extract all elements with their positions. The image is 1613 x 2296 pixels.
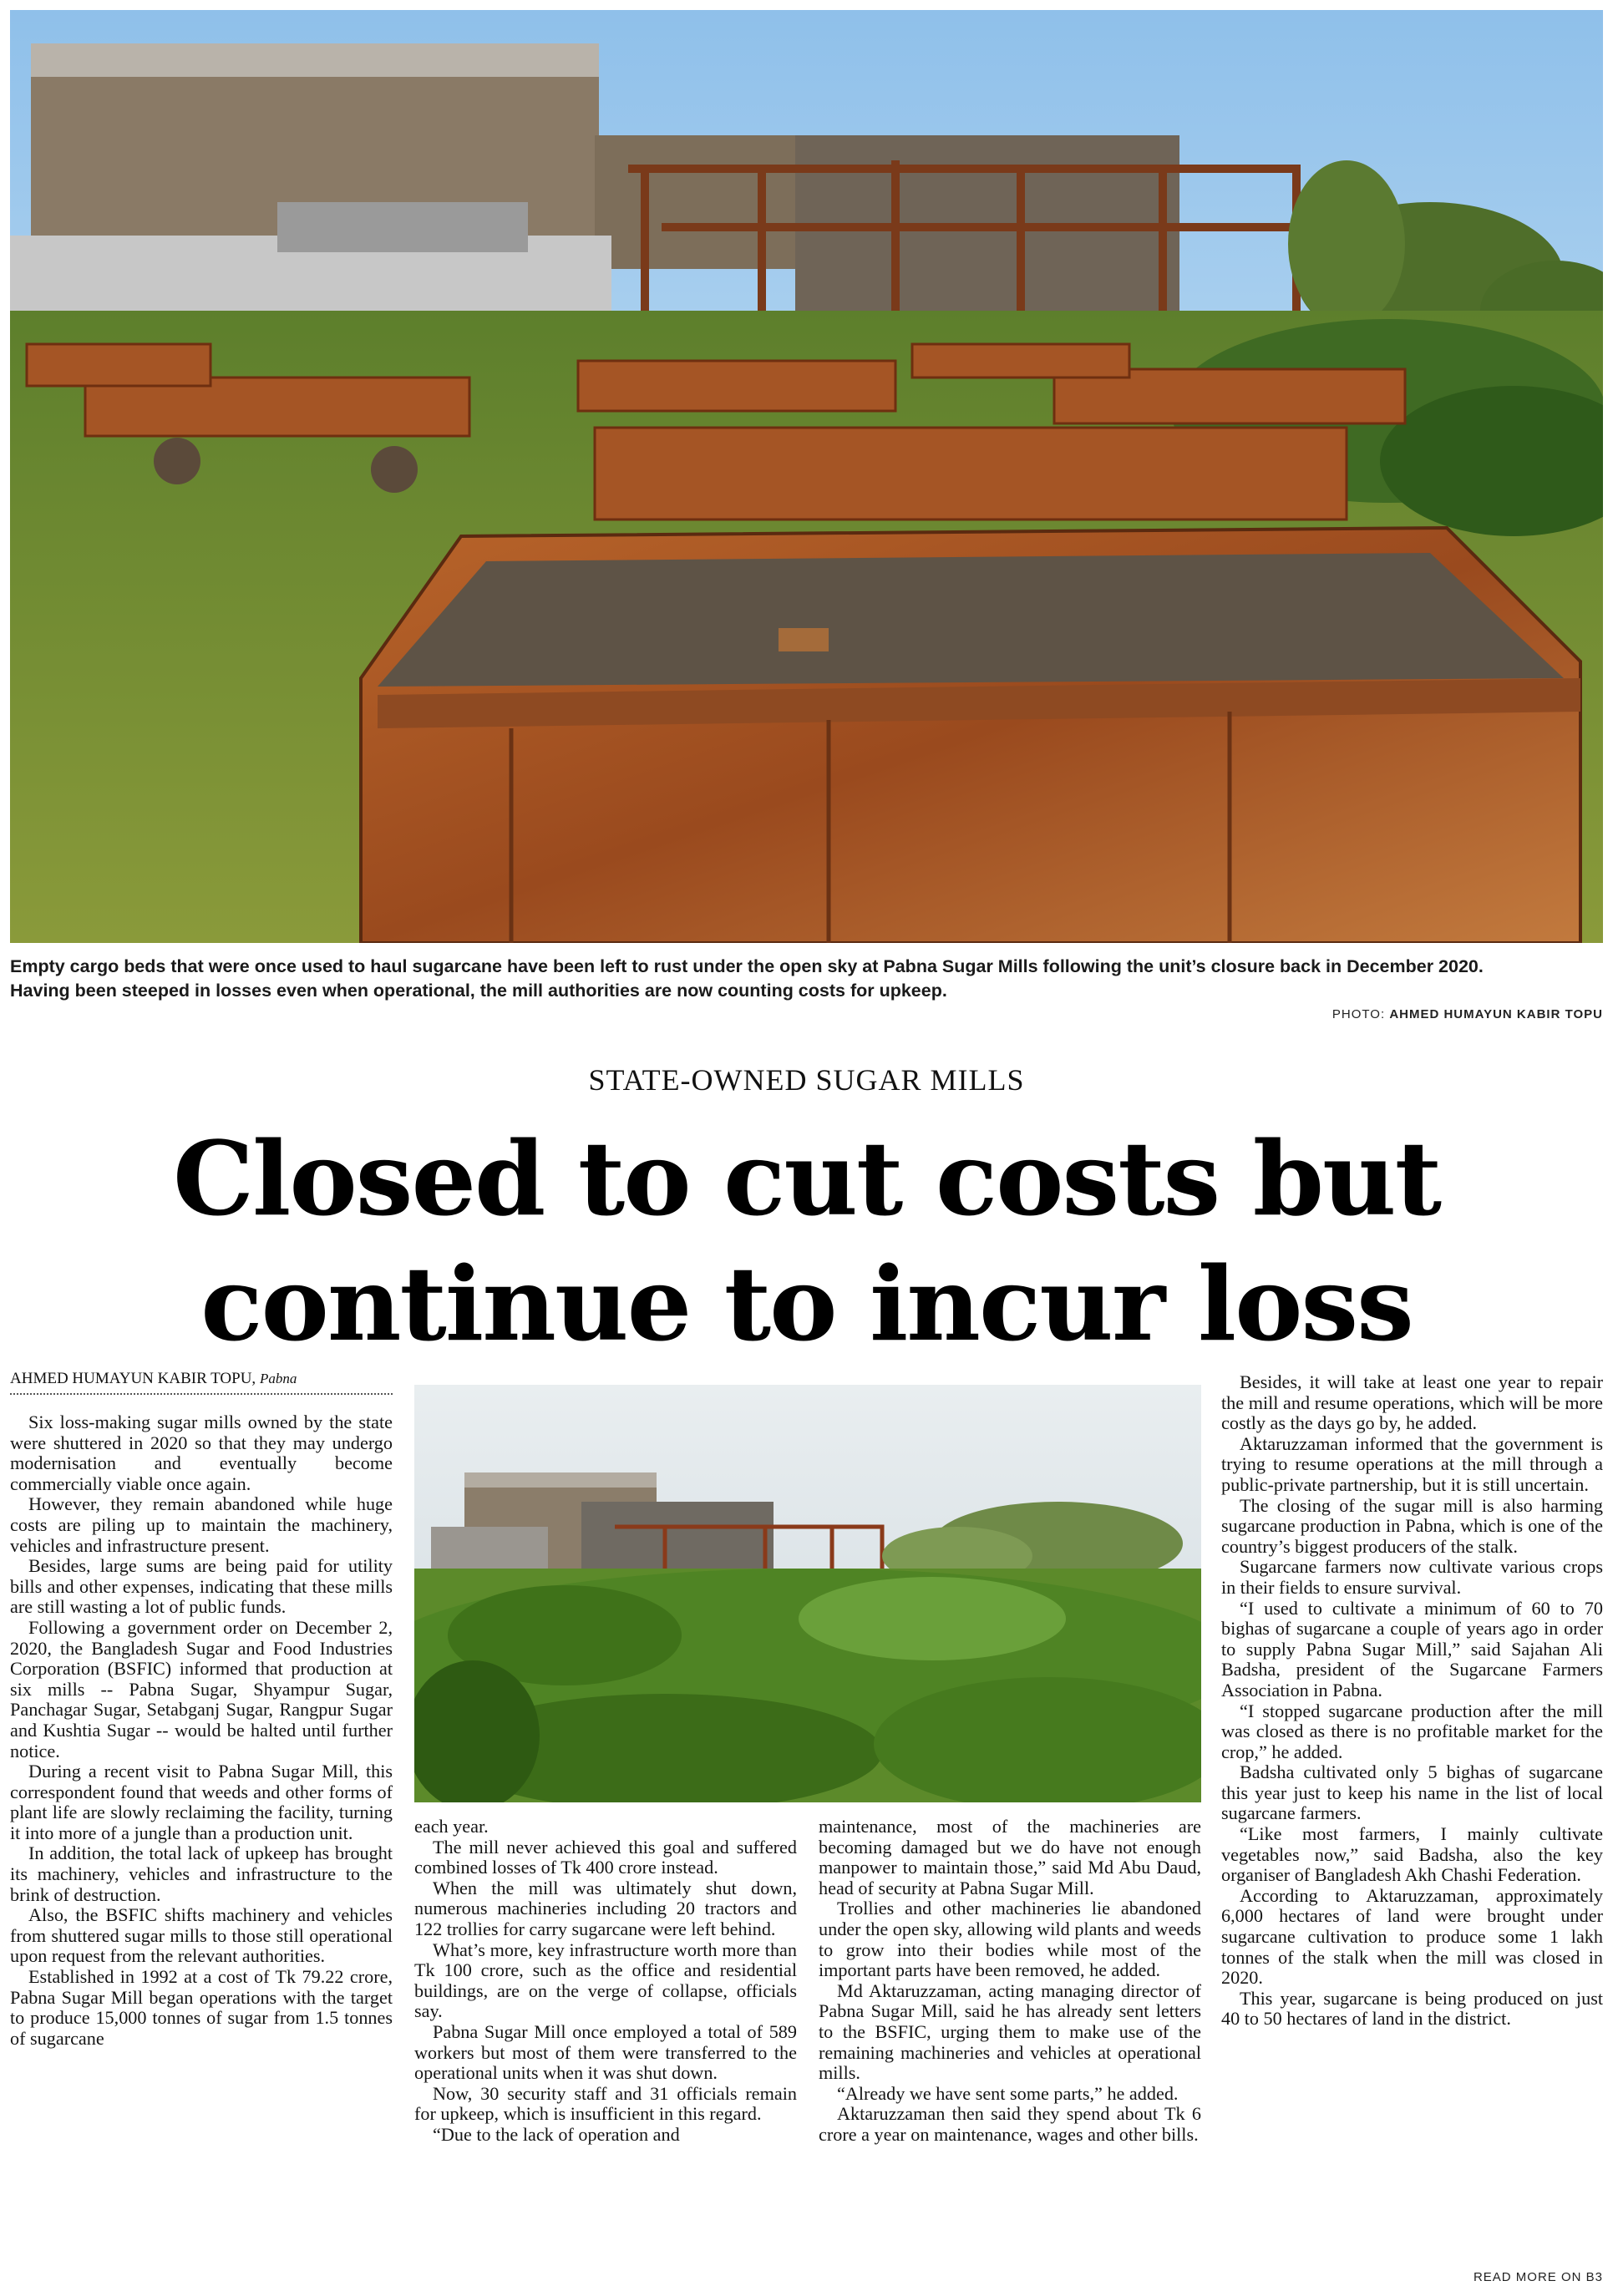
paragraph: Aktaruzzaman informed that the government is trying to resume operations at the mill through a public-private partnership, but it is still uncertain. — [1221, 1432, 1603, 1495]
top-photo — [10, 10, 1603, 943]
paragraph: Now, 30 security staff and 31 officials remain for upkeep, which is insufficient in this regard. — [414, 2082, 797, 2125]
headline-line: Closed to cut costs but — [172, 1118, 1441, 1239]
paragraph: Besides, large sums are being paid for utility bills and other expenses, indicating that these mills are still wasting a lot of public funds. — [10, 1555, 393, 1618]
kicker: STATE-OWNED SUGAR MILLS — [588, 1063, 1025, 1097]
byline-location: Pabna — [259, 1371, 297, 1386]
paragraph: Md Aktaruzzaman, acting managing director of Pabna Sugar Mill, said he has already sent letters to the BSFIC, urging them to make use of the remaining machineries and vehicles at operational mills. — [819, 1979, 1201, 2084]
headline — [0, 1116, 1613, 1366]
paragraph: “I stopped sugarcane production after the mill was closed as there is no profitable market for the crop,” he added. — [1221, 1700, 1603, 1762]
paragraph: In addition, the total lack of upkeep has brought its machinery, vehicles and infrastructure to the brink of destruction. — [10, 1842, 393, 1905]
paragraph: Trollies and other machineries lie abandoned under the open sky, allowing wild plants and weeds to grow into their bodies while most of the important parts have been removed, he added. — [819, 1898, 1201, 1981]
paragraph: “I used to cultivate a minimum of 60 to 70 bighas of sugarcane a couple of years ago in order to supply Pabna Sugar Mill,” said Sajahan Ali Badsha, president of the Sugarcane Farmers Association in Pabna. — [1221, 1597, 1603, 1700]
paragraph-continued: maintenance, most of the machineries are becoming damaged but we do have not enough manpower to maintain those,” said Md Abu Daud, head of security at Pabna Sugar Mill. — [819, 1816, 1201, 1898]
paragraph: “Like most farmers, I mainly cultivate vegetables now,” said Badsha, also the key organiser of Bangladesh Akh Chashi Federation. — [1221, 1823, 1603, 1886]
paragraph: The closing of the sugar mill is also harming sugarcane production in Pabna, which is one of the country’s biggest producers of the stalk. — [1221, 1494, 1603, 1557]
paragraph: During a recent visit to Pabna Sugar Mill, this correspondent found that weeds and other forms of plant life are slowly reclaiming the facility, turning it into more of a jungle than a production unit. — [10, 1761, 393, 1843]
article-column-1 — [10, 1412, 393, 2049]
photo-caption — [10, 955, 1603, 1003]
photo-credit-name: AHMED HUMAYUN KABIR TOPU — [1389, 1007, 1603, 1021]
paragraph: Aktaruzzaman then said they spend about Tk 6 crore a year on maintenance, wages and other bills. — [819, 2103, 1201, 2145]
paragraph: This year, sugarcane is being produced on just 40 to 50 hectares of land in the district. — [1221, 1987, 1603, 2030]
paragraph: Established in 1992 at a cost of Tk 79.22 crore, Pabna Sugar Mill began operations with the target to produce 15,000 tonnes of sugar from 1.5 tonnes of sugarcane — [10, 1966, 393, 2049]
read-more-link[interactable]: READ MORE ON B3 — [1473, 2270, 1603, 2284]
article-column-2 — [414, 1817, 797, 2146]
paragraph: “Already we have sent some parts,” he added. — [837, 2082, 1179, 2104]
headline-line: continue to incur loss — [200, 1244, 1413, 1364]
paragraph: Besides, it will take at least one year to repair the mill and resume operations, which will be more costly as the days go by, he added. — [1221, 1371, 1603, 1434]
photo-caption-line: Empty cargo beds that were once used to haul sugarcane have been left to rust under the open sky at Pabna Sugar Mills following the unit’s closure back in December 2020. — [10, 956, 1484, 976]
paragraph: “Due to the lack of operation and — [433, 2123, 680, 2145]
article-column-3 — [819, 1817, 1201, 2146]
photo-caption-line: Having been steeped in losses even when operational, the mill authorities are now counting costs for upkeep. — [10, 981, 947, 1001]
paragraph-continued: each year. — [414, 1816, 489, 1837]
inline-photo — [414, 1385, 1201, 1802]
photo-credit-prefix: PHOTO: — [1331, 1007, 1386, 1021]
byline — [10, 1370, 393, 1395]
paragraph: Also, the BSFIC shifts machinery and vehicles from shuttered sugar mills to those still operational upon request from the relevant authorities. — [10, 1904, 393, 1967]
paragraph: Sugarcane farmers now cultivate various crops in their fields to ensure survival. — [1221, 1556, 1603, 1598]
paragraph: Following a government order on December 2, 2020, the Bangladesh Sugar and Food Industries Corporation (BSFIC) informed that production at six mills -- Pabna Sugar, Shyampur Sugar, Panchagar Sugar, Setabganj Sugar, Rangpur Sugar and Kushtia Sugar -- would be halted until further notice. — [10, 1616, 393, 1761]
paragraph: Pabna Sugar Mill once employed a total of 589 workers but most of them were transferred to the operational units when it was shut down. — [414, 2020, 797, 2084]
article-column-4 — [1221, 1372, 1603, 2030]
paragraph: What’s more, key infrastructure worth more than Tk 100 crore, such as the office and residential buildings, are on the verge of collapse, officials say. — [414, 1939, 797, 2022]
paragraph: According to Aktaruzzaman, approximately 6,000 hectares of land were brought under sugarcane cultivation to produce some 1 lakh tonnes of the stalk when the mill was closed in 2020. — [1221, 1884, 1603, 1989]
byline-author: AHMED HUMAYUN KABIR TOPU, — [10, 1370, 256, 1387]
photo-credit — [1332, 1007, 1603, 1021]
paragraph: Six loss-making sugar mills owned by the state were shuttered in 2020 so that they may undergo modernisation and eventually become commercially viable once again. — [10, 1412, 393, 1494]
paragraph: The mill never achieved this goal and suffered combined losses of Tk 400 crore instead. — [414, 1836, 797, 1878]
paragraph: However, they remain abandoned while huge costs are piling up to maintain the machinery, vehicles and infrastructure present. — [10, 1493, 393, 1556]
paragraph: When the mill was ultimately shut down, numerous machineries including 20 tractors and 122 trollies for carry sugarcane were left behind. — [414, 1877, 797, 1939]
paragraph: Badsha cultivated only 5 bighas of sugarcane this year just to keep his name in the list of local sugarcane farmers. — [1221, 1761, 1603, 1824]
